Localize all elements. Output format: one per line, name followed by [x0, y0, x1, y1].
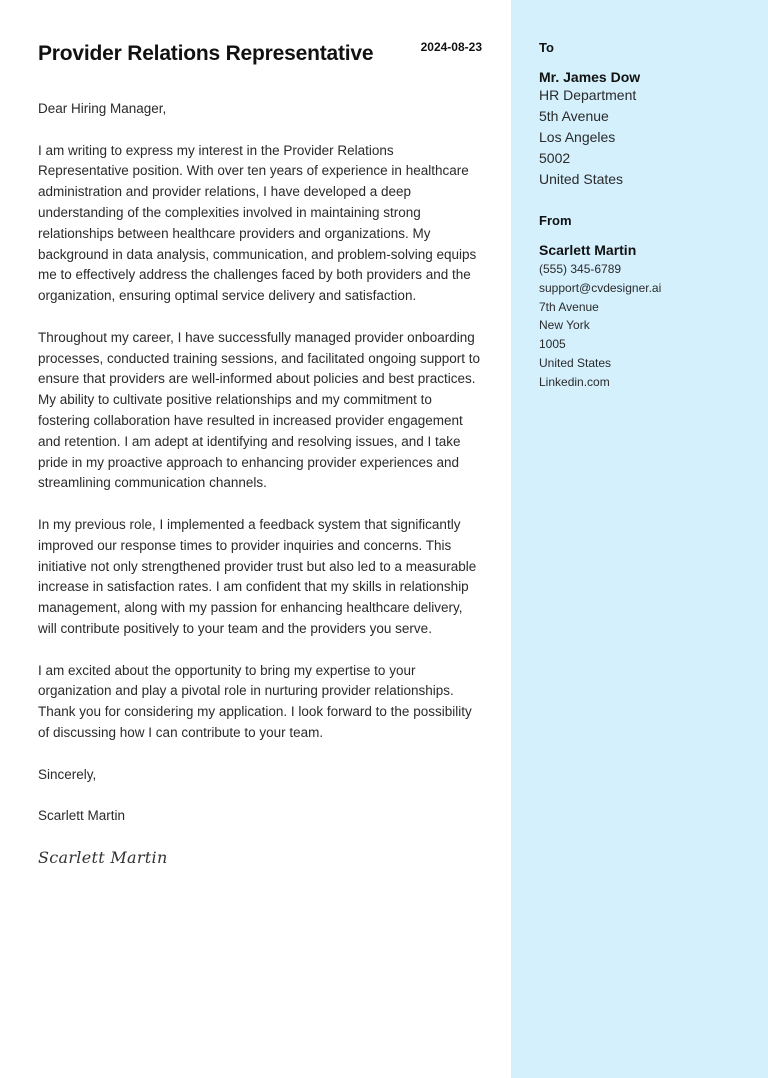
contact-sidebar [511, 0, 768, 1078]
recipient-country: United States [539, 171, 624, 187]
sender-website: Linkedin.com [539, 374, 610, 389]
letter-title: Provider Relations Representative [38, 42, 374, 65]
greeting: Dear Hiring Manager, [38, 101, 167, 116]
recipient-city: Los Angeles [539, 129, 616, 145]
paragraph-4: I am excited about the opportunity to bring my expertise to your organization and play a pivotal role in nurturing provider relationships. Thank you for considering my application. I look forward to the possibility of discussing how I can contribute to your team. [38, 662, 472, 740]
paragraph-1: I am writing to express my interest in the Provider Relations Representative position. With over ten years of experience in healthcare administration and provider relations, I have developed a deep understanding of the complexities involved in maintaining strong relationships between healthcare providers and organizations. My background in data analysis, communication, and problem-solving equips me to effectively address the challenges faced by both providers and the organization, ensuring optimal service delivery and satisfaction. [38, 142, 477, 304]
signature: Scarlett Martin [38, 847, 168, 867]
signoff-name: Scarlett Martin [38, 808, 126, 824]
sender-zip: 1005 [539, 337, 566, 352]
sender-email: support@cvdesigner.ai [539, 280, 662, 295]
sender-phone: (555) 345-6789 [539, 262, 622, 276]
closing: Sincerely, [38, 766, 97, 782]
recipient-street: 5th Avenue [539, 108, 609, 124]
sender-street: 7th Avenue [539, 299, 599, 314]
letter-body [38, 99, 484, 868]
sender-label: From [539, 213, 572, 228]
paragraph-3: In my previous role, I implemented a feedback system that significantly improved our response times to provider inquiries and concerns. This initiative not only strengthened provider trust but also led to a measurable increase in satisfaction rates. I am confident that my skills in relationship management, along with my passion for enhancing healthcare delivery, will contribute positively to your team and the providers you serve. [38, 516, 477, 636]
letter-date: 2024-08-23 [420, 40, 482, 54]
recipient-name: Mr. James Dow [539, 69, 641, 85]
recipient-zip: 5002 [539, 150, 571, 166]
sender-country: United States [539, 355, 612, 370]
letter-main [38, 0, 484, 1078]
sender-city: New York [539, 318, 590, 333]
sender-name: Scarlett Martin [539, 242, 637, 258]
paragraph-2: Throughout my career, I have successfully managed provider onboarding processes, conducted training sessions, and facilitated ongoing support to ensure that providers are well-informed about policies and best practices. My ability to cultivate positive relationships and my commitment to fostering collaboration have resulted in increased provider engagement and retention. I am adept at identifying and resolving issues, and I take pride in my proactive approach to enhancing provider experiences and streamlining communication channels. [38, 329, 481, 491]
recipient-label: To [539, 40, 554, 55]
recipient-department: HR Department [539, 87, 637, 103]
